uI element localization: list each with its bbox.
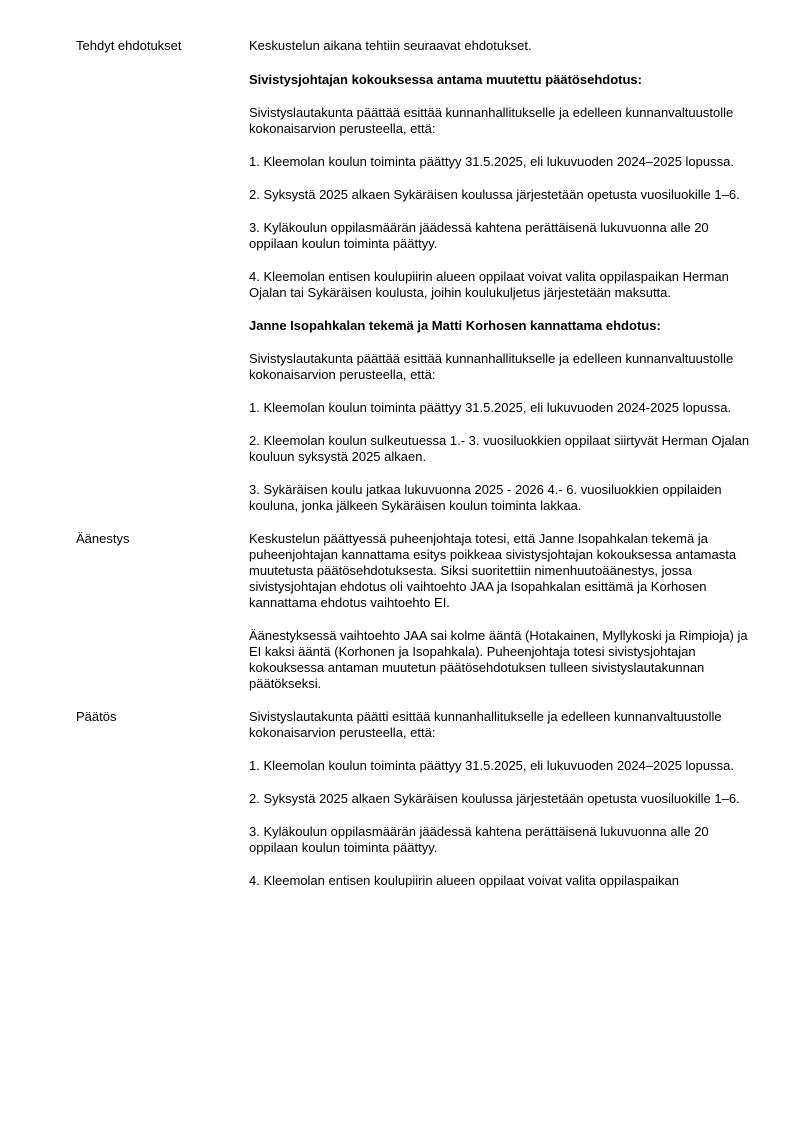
vote-paragraph: Keskustelun päättyessä puheenjohtaja totesi, että Janne Isopahkalan tekemä ja puheenjohtajan kannattama esitys poikkeaa sivistysjohtajan kokouksessa antamasta muutetusta päätösehdotuksesta. Siksi suoritettiin nimenhuutoäänestys, jossa sivistysjohtajan ehdotus oli vaihtoehto JAA ja Isopahkalan esittämä ja Korhosen kannattama ehdotus vaihtoehto EI. — [249, 531, 737, 610]
section-aanestys — [0, 531, 794, 692]
intro-paragraph: Keskustelun aikana tehtiin seuraavat ehdotukset. — [249, 38, 532, 53]
vote-paragraph: Äänestyksessä vaihtoehto JAA sai kolme ääntä (Hotakainen, Myllykoski ja Rimpioja) ja EI kaksi ääntä (Korhonen ja Isopahkala). Puheenjohtaja totesi sivistysjohtajan kokouksessa antaman muutetun päätösehdotuksen tulleen sivistyslautakunnan päätökseksi. — [249, 628, 748, 691]
document-page — [0, 38, 794, 889]
proposal-item: 1. Kleemolan koulun toiminta päättyy 31.5.2025, eli lukuvuoden 2024–2025 lopussa. — [249, 154, 734, 169]
proposal-heading: Janne Isopahkalan tekemä ja Matti Korhosen kannattama ehdotus: — [249, 318, 661, 333]
section-label: Tehdyt ehdotukset — [76, 38, 182, 53]
section-body — [249, 531, 754, 692]
decision-item: 3. Kyläkoulun oppilasmäärän jäädessä kahtena perättäisenä lukuvuonna alle 20 oppilaan koulun toiminta päättyy. — [249, 824, 709, 855]
decision-lead: Sivistyslautakunta päätti esittää kunnanhallitukselle ja edelleen kunnanvaltuustolle kokonaisarvion perusteella, että: — [249, 709, 722, 740]
decision-item: 4. Kleemolan entisen koulupiirin alueen oppilaat voivat valita oppilaspaikan — [249, 873, 680, 888]
decision-item: 2. Syksystä 2025 alkaen Sykäräisen koulussa järjestetään opetusta vuosiluokille 1–6. — [249, 791, 740, 806]
section-paatos — [0, 709, 794, 889]
section-tehdyt-ehdotukset — [0, 38, 794, 514]
proposal-item: 2. Syksystä 2025 alkaen Sykäräisen koulussa järjestetään opetusta vuosiluokille 1–6. — [249, 187, 740, 202]
proposal-lead: Sivistyslautakunta päättää esittää kunnanhallitukselle ja edelleen kunnanvaltuustolle kokonaisarvion perusteella, että: — [249, 105, 734, 136]
proposal-item: 4. Kleemolan entisen koulupiirin alueen oppilaat voivat valita oppilaspaikan Herman Ojalan tai Sykäräisen koulusta, joihin koulukuljetus järjestetään maksutta. — [249, 269, 729, 300]
proposal-heading: Sivistysjohtajan kokouksessa antama muutettu päätösehdotus: — [249, 72, 642, 87]
proposal-item: 3. Kyläkoulun oppilasmäärän jäädessä kahtena perättäisenä lukuvuonna alle 20 oppilaan koulun toiminta päättyy. — [249, 220, 709, 251]
proposal-item: 2. Kleemolan koulun sulkeutuessa 1.- 3. vuosiluokkien oppilaat siirtyvät Herman Ojalan kouluun syksystä 2025 alkaen. — [249, 433, 750, 464]
section-body — [249, 38, 754, 514]
decision-item: 1. Kleemolan koulun toiminta päättyy 31.5.2025, eli lukuvuoden 2024–2025 lopussa. — [249, 758, 734, 773]
section-label: Päätös — [76, 709, 117, 724]
proposal-item: 1. Kleemolan koulun toiminta päättyy 31.5.2025, eli lukuvuoden 2024-2025 lopussa. — [249, 400, 732, 415]
section-label: Äänestys — [76, 531, 130, 546]
proposal-item: 3. Sykäräisen koulu jatkaa lukuvuonna 2025 - 2026 4.- 6. vuosiluokkien oppilaiden kouluna, jonka jälkeen Sykäräisen koulun toiminta lakkaa. — [249, 482, 722, 513]
section-body — [249, 709, 754, 889]
proposal-lead: Sivistyslautakunta päättää esittää kunnanhallitukselle ja edelleen kunnanvaltuustolle kokonaisarvion perusteella, että: — [249, 351, 734, 382]
